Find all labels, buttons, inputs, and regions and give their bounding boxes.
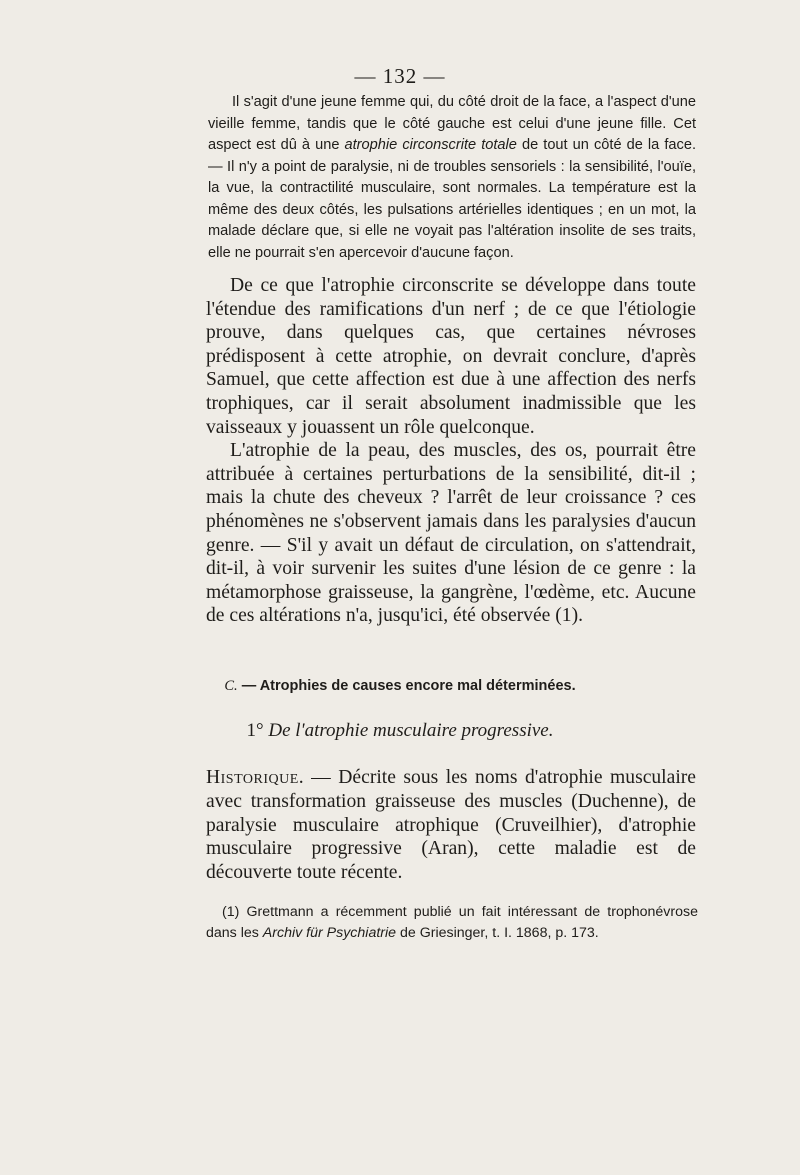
historique-paragraph	[206, 766, 696, 885]
quote-italic: atrophie circonscrite totale	[344, 137, 517, 153]
footnote	[206, 902, 698, 944]
section-title: — Atrophies de causes encore mal déterminées.	[237, 678, 576, 694]
paragraph-2: L'atrophie de la peau, des muscles, des os, pourrait être attribuée à certaines perturbations de la sensibilité, dit-il ; mais la chute des cheveux ? l'arrêt de leur croissance ? ces phénomènes ne s'observent jamais dans les paralysies d'aucun genre. — S'il y avait un défaut de circulation, on s'attendrait, dit-il, à voir survenir les suites d'une lésion de ce genre : la métamorphose graisseuse, la gangrène, l'œdème, etc. Aucune de ces altérations n'a, jusqu'ici, été observée (1).	[206, 440, 696, 627]
subsection-heading	[0, 720, 800, 742]
main-text	[206, 274, 696, 628]
subsection-title: De l'atrophie musculaire progressive.	[268, 720, 554, 741]
subsection-number: 1°	[246, 720, 269, 741]
historique-text: . — Décrite sous les noms d'atrophie musculaire avec transformation graisseuse des muscles (Duchenne), de paralysie musculaire atrophique (Cruveilhier), d'atrophie musculaire progressive (Aran), cette maladie est de découverte toute récente.	[206, 767, 696, 884]
page-number: — 132 —	[354, 64, 446, 88]
quoted-case-paragraph	[208, 92, 696, 264]
section-heading	[0, 678, 800, 695]
footnote-italic: Archiv für Psychiatrie	[262, 925, 397, 941]
section-letter: C.	[224, 678, 238, 694]
footnote-text-after: de Griesinger, t. I. 1868, p. 173.	[396, 925, 599, 941]
footnote-text: (1) Grettmann a récemment publié un fait intéressant de trophonévrose dans les	[206, 904, 698, 941]
quote-text-after: de tout un côté de la face. — Il n'y a point de paralysie, ni de troubles sensoriels : la sensibilité, l'ouïe, la vue, la contractilité musculaire, sont normales. La température est la même des deux côtés, les pulsations artérielles identiques ; en un mot, la malade déclare que, si elle ne voyait pas l'altération insolite de ses traits, elle ne pourrait s'en apercevoir d'aucune façon.	[208, 137, 696, 261]
historique-label: Historique	[206, 767, 299, 788]
paragraph-1: De ce que l'atrophie circonscrite se développe dans toute l'étendue des ramifications d'un nerf ; de ce que l'étiologie prouve, dans quelques cas, que certaines névroses prédisposent à cette atrophie, on devrait conclure, d'après Samuel, que cette affection est due à une affection des nerfs trophiques, car il serait absolument inadmissible que les vaisseaux y jouassent un rôle quelconque.	[206, 275, 696, 438]
quote-text: Il s'agit d'une jeune femme qui, du côté droit de la face, a l'aspect d'une vieille femme, tandis que le côté gauche est celui d'une jeune fille. Cet aspect est dû à une	[208, 94, 696, 153]
